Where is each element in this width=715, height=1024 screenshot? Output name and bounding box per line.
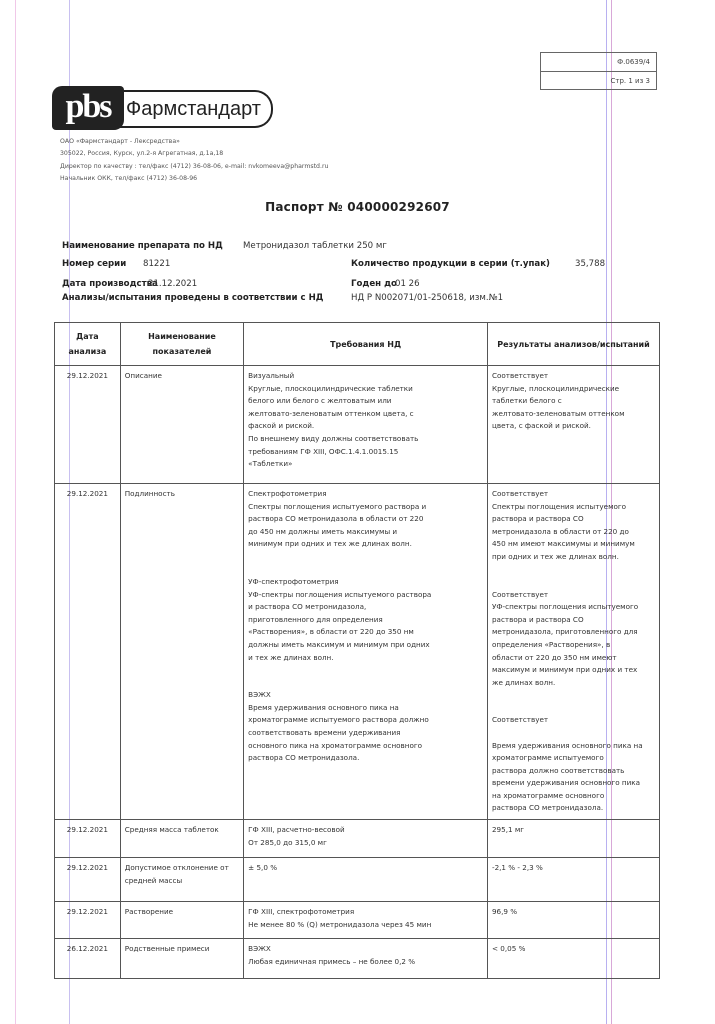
text-line: раствора и раствора СО <box>491 614 584 624</box>
scan-line <box>15 0 16 1024</box>
text-line: определения «Растворения», в <box>491 639 611 649</box>
text-line: раствора СО метронидазола. <box>248 753 360 763</box>
col-header-requirements: Требования НД <box>244 323 488 366</box>
text-line: УФ-спектры поглощения испытуемого раствора <box>248 589 432 599</box>
text-line: таблетки белого с <box>491 396 562 406</box>
production-date-label: Дата производства <box>62 279 158 289</box>
col-header-results: Результаты анализов/испытаний <box>487 323 659 366</box>
text-line: УФ-спектрофотометрия <box>248 576 339 586</box>
drug-name-label: Наименование препарата по НД <box>62 241 223 251</box>
text-line: Спектры поглощения испытуемого <box>491 501 627 511</box>
text-line: Время удерживания основного пика на <box>248 702 399 712</box>
text-line: Визуальный <box>248 371 295 380</box>
col-header-name: Наименование показателей <box>120 323 243 366</box>
text-line: ВЭЖХ <box>248 944 271 954</box>
text-line: Круглые, плоскоцилиндрические <box>491 383 620 393</box>
result-block <box>492 862 655 875</box>
text-line: времени удерживания основного пика <box>491 778 641 788</box>
text-line: По внешнему виду должны соответствовать <box>248 433 419 443</box>
text-line: хроматограмме испытуемого <box>491 753 604 763</box>
requirement-block <box>248 862 483 875</box>
company-info <box>60 136 420 186</box>
table-row <box>55 902 660 939</box>
text-line: Спектрофотометрия <box>248 489 327 498</box>
text-line: желтовато-зеленоватым оттенком <box>491 408 625 418</box>
requirements-cell <box>244 484 488 820</box>
text-line: же длинах волн. <box>491 677 556 687</box>
indicator-name: Описание <box>120 366 243 484</box>
drug-name-value: Метронидазол таблетки 250 мг <box>243 241 387 251</box>
indicator-name: Родственные примеси <box>120 939 243 979</box>
text-line: «Таблетки» <box>248 459 293 469</box>
analysis-date: 26.12.2021 <box>55 939 121 979</box>
text-line: -2,1 % - 2,3 % <box>491 863 543 873</box>
text-line: Соответствует <box>491 715 549 725</box>
results-cell <box>487 484 659 820</box>
text-line: Спектры поглощения испытуемого раствора и <box>248 501 427 511</box>
requirements-cell <box>244 939 488 979</box>
results-cell <box>487 858 659 902</box>
text-line: < 0,05 % <box>491 944 526 954</box>
table-body <box>55 366 660 979</box>
text-line: Круглые, плоскоцилиндрические таблетки <box>248 383 413 393</box>
requirement-block <box>248 824 483 849</box>
quantity-value: 35,788 <box>575 259 606 269</box>
text-line: «Растворения», в области от 220 до 350 нм <box>248 627 414 637</box>
requirement-block <box>248 576 483 664</box>
text-line: максимум и минимум при одних и тех <box>491 665 638 675</box>
tests-label: Анализы/испытания проведены в соответствии с НД <box>62 293 324 303</box>
analysis-date: 29.12.2021 <box>55 902 121 939</box>
indicator-name: Подлинность <box>120 484 243 820</box>
page-number: Стр. 1 из 3 <box>541 71 656 90</box>
indicator-name: Допустимое отклонение от средней массы <box>120 858 243 902</box>
results-cell <box>487 902 659 939</box>
text-line: и раствора СО метронидазола, <box>248 602 367 612</box>
text-line: до 450 нм должны иметь максимумы и <box>248 526 398 536</box>
text-line: минимум при одних и тех же длинах волн. <box>248 539 412 549</box>
result-block <box>492 714 655 815</box>
text-line: хроматограмме испытуемого раствора должно <box>248 715 429 725</box>
text-line: желтовато-зеленоватым оттенком цвета, с <box>248 408 414 418</box>
valid-until-label: Годен до <box>351 279 397 289</box>
valid-until-value: 01 26 <box>395 279 420 289</box>
analysis-date: 29.12.2021 <box>55 820 121 858</box>
requirement-block <box>248 488 483 551</box>
result-block <box>492 488 655 564</box>
series-value: 81221 <box>143 259 171 269</box>
analysis-date: 29.12.2021 <box>55 858 121 902</box>
text-line: соответствовать времени удерживания <box>248 727 401 737</box>
quantity-label: Количество продукции в серии (т.упак) <box>351 259 550 269</box>
table-row <box>55 939 660 979</box>
text-line: приготовленного для определения <box>248 614 383 624</box>
col-header-date: Дата анализа <box>55 323 121 366</box>
requirement-block <box>248 906 483 931</box>
text-line: цвета, с фаской и риской. <box>491 421 591 431</box>
form-code-box <box>540 52 657 90</box>
text-line: ГФ XIII, спектрофотометрия <box>248 907 355 917</box>
text-line: области от 220 до 350 нм имеют <box>491 652 617 662</box>
indicator-name: Средняя масса таблеток <box>120 820 243 858</box>
requirements-cell <box>244 858 488 902</box>
requirements-cell <box>244 366 488 484</box>
text-line: раствора и раствора СО <box>491 514 584 524</box>
requirements-cell <box>244 902 488 939</box>
production-date-value: 21.12.2021 <box>148 279 198 289</box>
text-line: Соответствует <box>491 489 549 498</box>
results-cell <box>487 366 659 484</box>
company-line: Начальник ОКК, тел/факс (4712) 36-08-96 <box>60 175 198 183</box>
requirement-block <box>248 689 483 765</box>
table-row <box>55 820 660 858</box>
result-block <box>492 824 655 837</box>
text-line: 450 нм имеют максимумы и минимум <box>491 539 635 549</box>
requirement-block <box>248 370 483 471</box>
text-line: основного пика на хроматограмме основного <box>248 740 423 750</box>
indicator-name: Растворение <box>120 902 243 939</box>
requirement-block <box>248 943 483 968</box>
table-row <box>55 484 660 820</box>
series-label: Номер серии <box>62 259 127 269</box>
company-line: Директор по качеству : тел/факс (4712) 36-08-06, e-mail: nvkomeeva@pharmstd.ru <box>60 162 329 170</box>
text-line: Соответствует <box>491 371 549 380</box>
result-block <box>492 906 655 919</box>
logo-mark: pbs <box>52 86 124 130</box>
text-line: ГФ XIII, расчетно-весовой <box>248 825 345 835</box>
text-line: Не менее 80 % (Q) метронидазола через 45 мин <box>248 919 432 929</box>
text-line: метронидазола в области от 220 до <box>491 526 629 536</box>
text-line: и тех же длинах волн. <box>248 652 334 662</box>
result-block <box>492 943 655 956</box>
logo-name: Фармстандарт <box>118 90 273 128</box>
company-line: 305022, Россия, Курск, ул.2-я Агрегатная, д.1а,18 <box>60 150 224 158</box>
requirements-cell <box>244 820 488 858</box>
analysis-date: 29.12.2021 <box>55 484 121 820</box>
text-line: на хроматограмме основного <box>491 790 605 800</box>
text-line: белого или белого с желтоватым или <box>248 396 392 406</box>
text-line: фаской и риской. <box>248 421 315 431</box>
analysis-date: 29.12.2021 <box>55 366 121 484</box>
text-line: Любая единичная примесь – не более 0,2 % <box>248 956 416 966</box>
text-line: при одних и тех же длинах волн. <box>491 551 619 561</box>
text-line: метронидазола, приготовленного для <box>491 627 638 637</box>
text-line: раствора СО метронидазола в области от 220 <box>248 514 424 524</box>
analysis-table <box>54 322 660 979</box>
text-line: раствора СО метронидазола. <box>491 803 604 813</box>
text-line: 295,1 мг <box>491 825 525 835</box>
text-line: требованиям ГФ XIII, ОФС.1.4.1.0015.15 <box>248 446 399 456</box>
table-row <box>55 366 660 484</box>
company-line: ОАО «Фармстандарт - Лексредства» <box>60 138 180 145</box>
table-row <box>55 858 660 902</box>
form-code: Ф.0639/4 <box>617 58 650 66</box>
text-line: УФ-спектры поглощения испытуемого <box>491 602 639 612</box>
text-line <box>492 727 655 740</box>
text-line: должны иметь максимум и минимум при одних <box>248 639 430 649</box>
text-line: ВЭЖХ <box>248 690 271 700</box>
results-cell <box>487 820 659 858</box>
text-line: Соответствует <box>491 589 549 599</box>
document-title: Паспорт № 040000292607 <box>265 200 450 214</box>
text-line: ± 5,0 % <box>248 863 278 873</box>
text-line: От 285,0 до 315,0 мг <box>248 837 327 847</box>
tests-value: НД Р N002071/01-250618, изм.№1 <box>351 293 504 303</box>
company-logo <box>52 84 261 134</box>
result-block <box>492 370 655 433</box>
results-cell <box>487 939 659 979</box>
result-block <box>492 589 655 690</box>
text-line: Время удерживания основного пика на <box>491 740 643 750</box>
text-line: 96,9 % <box>491 907 518 917</box>
text-line: раствора должно соответствовать <box>491 765 625 775</box>
